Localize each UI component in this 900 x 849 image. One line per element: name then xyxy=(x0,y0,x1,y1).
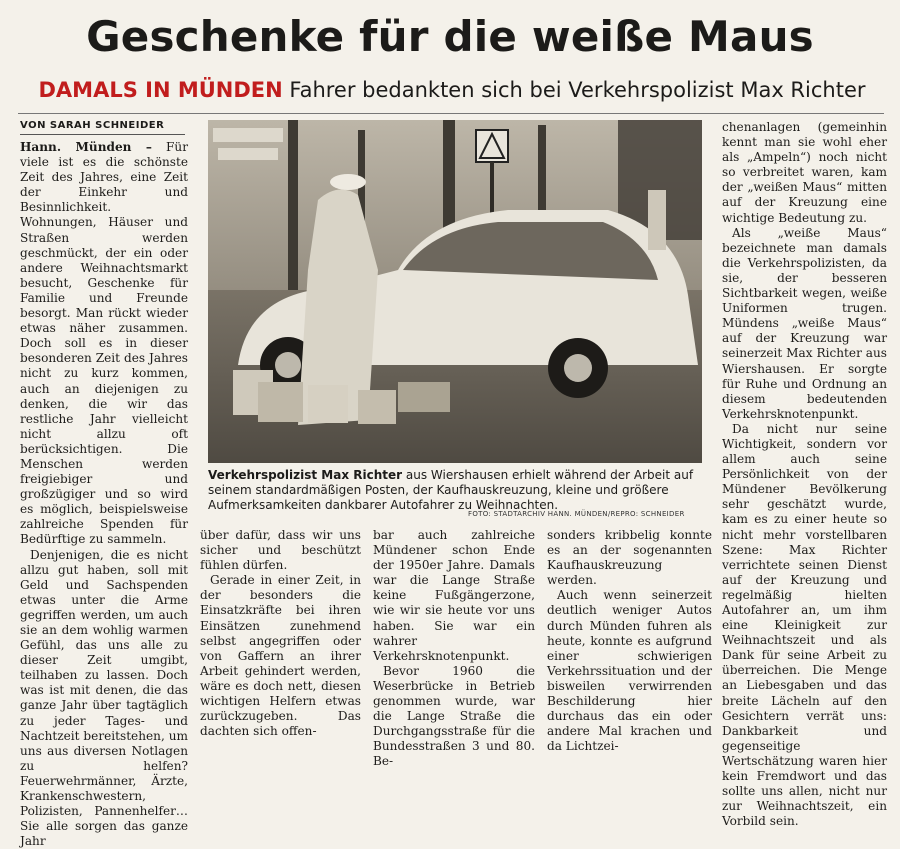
paragraph: Denjenigen, die es nicht allzu gut haben, soll mit Geld und Sachspenden etwas unter die Arme gegriffen werden, um auch sie an dem wohlig warmen Gefühl, das uns alle zu dieser Zeit umgibt, teilhaben zu lassen. Doch was ist mit denen, die das ganze Jahr über tagtäglich zu jeder Tages- und Nachtzeit bereitstehen, um uns aus diversen Notlagen zu helfen? Feuerwehrmänner, Ärzte, Krankenschwestern, Polizisten, Pannenhelfer… Sie alle sorgen das ganze Jahr xyxy=(20,547,188,849)
photo-credit: FOTO: STADTARCHIV HANN. MÜNDEN/REPRO: SCHNEIDER xyxy=(468,510,685,518)
header-rule xyxy=(18,113,884,114)
caption-lead: Verkehrspolizist Max Richter xyxy=(208,468,403,482)
paragraph: Gerade in einer Zeit, in der besonders die Einsatzkräfte bei ihren Einsätzen zunehmend selbst angegriffen oder von Gaffern an ihrer Arbeit gehindert werden, wäre es doch nett, diesen wichtigen Helfern etwas zurückzugeben. Das dachten sich offen- xyxy=(200,573,361,739)
article-column-2 xyxy=(200,528,361,739)
headline: Geschenke für die weiße Maus xyxy=(86,12,814,61)
paragraph: Als „weiße Maus“ bezeichnete man damals die Verkehrspolizisten, da sie, der besseren Sichtbarkeit wegen, weiße Uniformen trugen. Mündens „weiße Maus“ auf der Kreuzung war seinerzeit Max Richter aus Wiershausen. Er sorgte für Ruhe und Ordnung an diesem bedeutenden Verkehrsknotenpunkt. xyxy=(722,225,887,421)
byline: VON SARAH SCHNEIDER xyxy=(20,120,165,131)
paragraph: bar auch zahlreiche Mündener schon Ende der 1950er Jahre. Damals war die Lange Straße keine Fußgängerzone, wie wir sie heute vor uns haben. Sie war ein wahrer Verkehrsknotenpunkt. xyxy=(373,528,535,663)
subheadline-text: Fahrer bedankten sich bei Verkehrspolizist Max Richter xyxy=(289,78,866,102)
byline-rule xyxy=(20,134,185,135)
photo-caption xyxy=(208,468,702,513)
article-column-1 xyxy=(20,140,188,849)
caption-text: aus Wiershausen erhielt während der Arbeit auf seinem standardmäßigen Posten, der Kaufhauskreuzung, kleine und größere Aufmerksamkeiten dankbarer Autofahrer zu Weihnachten. xyxy=(208,468,694,512)
subheadline xyxy=(22,78,882,102)
paragraph-text: Für viele ist es die schönste Zeit des Jahres, eine Zeit der Einkehr und Besinnlichkeit. Wohnungen, Häuser und Straßen werden geschmückt, der ein oder andere Weihnachtsmarkt besucht, Geschenke für Familie und Freunde besorgt. Man rückt wieder etwas näher zusammen. Doch soll es in dieser besonderen Zeit des Jahres nicht zu kurz kommen, auch an diejenigen zu denken, die wir das restliche Jahr vielleicht nicht allzu oft berücksichtigen. Die Menschen werden freigiebiger und großzügiger und so wird es möglich, beispielsweise zahlreiche Spenden für Bedürftige zu sammeln. xyxy=(20,140,188,547)
article-column-4 xyxy=(547,528,712,754)
article-column-3 xyxy=(373,528,535,769)
photo-image xyxy=(208,120,702,463)
paragraph: Da nicht nur seine Wichtigkeit, sondern vor allem auch seine Persönlichkeit von der Mündener Bevölkerung sehr geschätzt wurde, kam es zu einer heute so nicht mehr vorstellbaren Szene: Max Richter verrichtete seinen Dienst auf der Kreuzung und regelmäßig hielten Autofahrer an, um ihm eine Kleinigkeit zur Weihnachtszeit und als Dank für seine Arbeit zu überreichen. Die Menge an Liebesgaben und das breite Lächeln auf den Gesichtern verrät uns: Dankbarkeit und gegenseitige Wertschätzung waren hier kein Fremdwort und das sollte uns allen, nicht nur zur Weihnachtszeit, ein Vorbild sein. xyxy=(722,421,887,829)
paragraph: chenanlagen (gemeinhin kennt man sie wohl eher als „Ampeln“) noch nicht so verbreitet waren, kam der „weißen Maus“ mitten auf der Kreuzung eine wichtige Bedeutung zu. xyxy=(722,120,887,225)
paragraph: Bevor 1960 die Weserbrücke in Betrieb genommen wurde, war die Lange Straße die Durchgangsstraße für die Bundesstraßen 3 und 80. Be- xyxy=(373,663,535,769)
paragraph xyxy=(20,140,188,548)
paragraph: über dafür, dass wir uns sicher und beschützt fühlen dürfen. xyxy=(200,528,361,573)
article-photo xyxy=(208,120,702,463)
paragraph: Auch wenn seinerzeit deutlich weniger Autos durch Münden fuhren als heute, konnte es aufgrund einer schwierigen Verkehrssituation und der bisweilen verwirrenden Beschilderung hier durchaus das ein oder andere Mal krachen und da Lichtzei- xyxy=(547,588,712,754)
kicker: DAMALS IN MÜNDEN xyxy=(38,78,283,102)
paragraph: sonders kribbelig konnte es an der sogenannten Kaufhauskreuzung werden. xyxy=(547,528,712,588)
dateline: Hann. Münden – xyxy=(20,140,152,154)
article-column-5 xyxy=(722,120,887,829)
